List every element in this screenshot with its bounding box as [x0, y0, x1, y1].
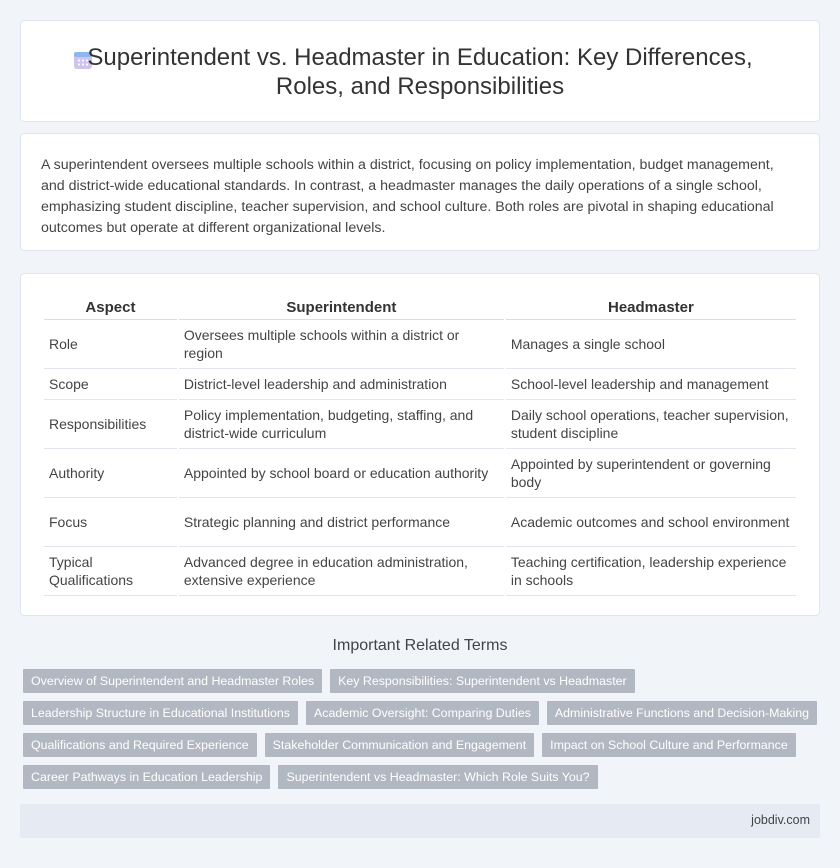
- related-term-tag[interactable]: Leadership Structure in Educational Institutions: [23, 701, 298, 725]
- table-row: [44, 547, 796, 596]
- table-cell: Typical Qualifications: [44, 547, 177, 596]
- table-cell: Authority: [44, 449, 177, 498]
- tag-row: [23, 733, 823, 757]
- intro-paragraph: A superintendent oversees multiple schools within a district, focusing on policy implementation, budget management, and district-wide educational standards. In contrast, a headmaster manages the daily operations of a single school, emphasizing student discipline, teacher supervision, and school culture. Both roles are pivotal in shaping educational outcomes but operate at different organizational levels.: [41, 157, 774, 236]
- table-cell: Policy implementation, budgeting, staffing, and district-wide curriculum: [179, 400, 504, 449]
- comparison-table: [42, 293, 798, 596]
- table-cell: Manages a single school: [506, 320, 796, 369]
- table-cell: District-level leadership and administration: [179, 369, 504, 400]
- table-row: [44, 400, 796, 449]
- related-term-tag[interactable]: Stakeholder Communication and Engagement: [265, 733, 534, 757]
- header-card: [20, 20, 820, 122]
- table-cell: Daily school operations, teacher supervision, student discipline: [506, 400, 796, 449]
- tag-row: [23, 765, 823, 789]
- table-cell: Appointed by school board or education authority: [179, 449, 504, 498]
- page-title: Superintendent vs. Headmaster in Education: Key Differences, Roles, and Responsibilities: [87, 44, 753, 100]
- table-row: [44, 498, 796, 547]
- related-term-tag[interactable]: Impact on School Culture and Performance: [542, 733, 796, 757]
- related-term-tag[interactable]: Academic Oversight: Comparing Duties: [306, 701, 539, 725]
- related-term-tag[interactable]: Superintendent vs Headmaster: Which Role Suits You?: [278, 765, 597, 789]
- table-cell: Teaching certification, leadership experience in schools: [506, 547, 796, 596]
- footer: [20, 804, 820, 838]
- related-term-tag[interactable]: Key Responsibilities: Superintendent vs Headmaster: [330, 669, 635, 693]
- table-cell: Academic outcomes and school environment: [506, 498, 796, 547]
- footer-site-link[interactable]: jobdiv.com: [751, 813, 810, 827]
- related-terms-list: [23, 669, 823, 797]
- table-cell: Scope: [44, 369, 177, 400]
- tag-row: [23, 669, 823, 693]
- table-row: [44, 320, 796, 369]
- table-cell: Focus: [44, 498, 177, 547]
- related-term-tag[interactable]: Career Pathways in Education Leadership: [23, 765, 270, 789]
- table-header-row: [44, 293, 796, 320]
- tag-row: [23, 701, 823, 725]
- table-cell: Appointed by superintendent or governing body: [506, 449, 796, 498]
- table-cell: Strategic planning and district performance: [179, 498, 504, 547]
- table-cell: Advanced degree in education administration, extensive experience: [179, 547, 504, 596]
- table-cell: Oversees multiple schools within a district or region: [179, 320, 504, 369]
- table-cell: Role: [44, 320, 177, 369]
- column-header-aspect: Aspect: [44, 293, 177, 320]
- table-cell: School-level leadership and management: [506, 369, 796, 400]
- table-row: [44, 449, 796, 498]
- intro-card: [20, 133, 820, 251]
- comparison-table-card: [20, 273, 820, 616]
- related-term-tag[interactable]: Administrative Functions and Decision-Making: [547, 701, 817, 725]
- column-header-headmaster: Headmaster: [506, 293, 796, 320]
- column-header-superintendent: Superintendent: [179, 293, 504, 320]
- table-cell: Responsibilities: [44, 400, 177, 449]
- related-term-tag[interactable]: Overview of Superintendent and Headmaster Roles: [23, 669, 322, 693]
- table-row: [44, 369, 796, 400]
- related-term-tag[interactable]: Qualifications and Required Experience: [23, 733, 257, 757]
- related-terms-title: Important Related Terms: [332, 637, 508, 654]
